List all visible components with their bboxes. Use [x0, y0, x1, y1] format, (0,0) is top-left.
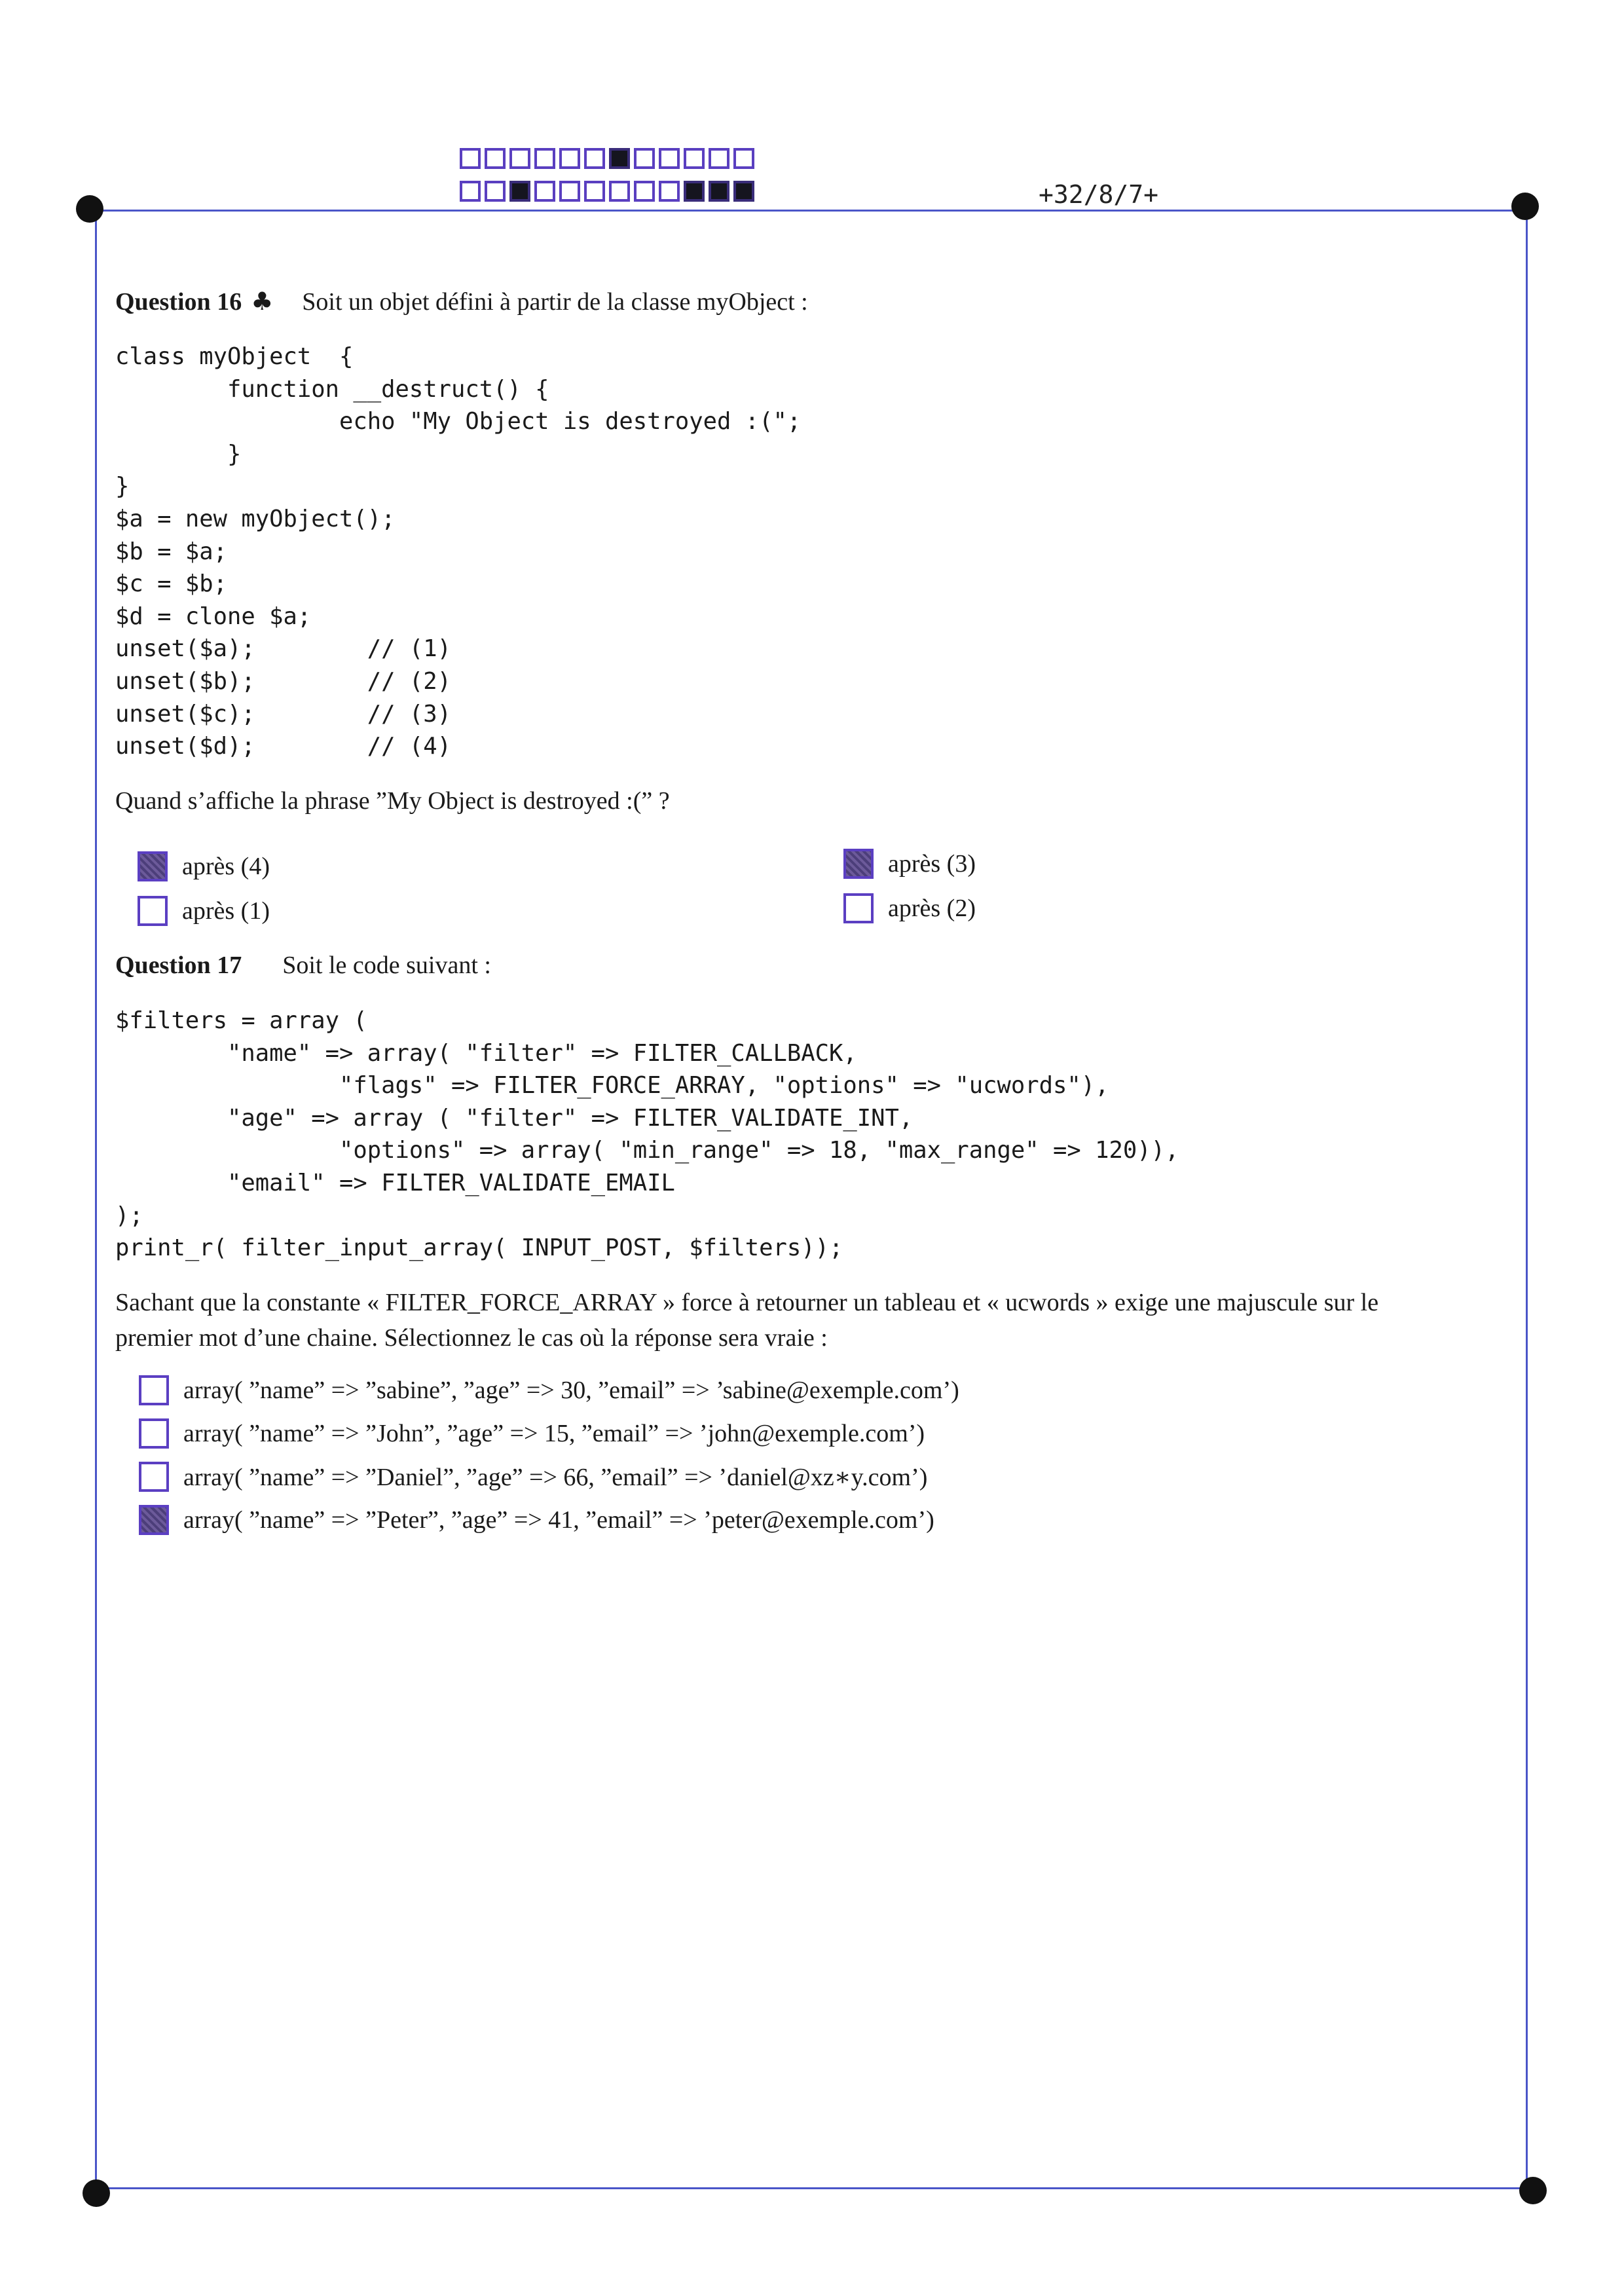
id-boxes-row-1: [460, 148, 754, 169]
frame-top: [92, 210, 1526, 212]
id-box-filled: [733, 181, 754, 202]
id-box-empty: [584, 148, 605, 169]
frame-right: [1526, 210, 1528, 2187]
question-17-title: [115, 951, 491, 980]
checkbox[interactable]: [139, 1462, 169, 1492]
question-17-prompt-line-1: Sachant que la constante « FILTER_FORCE_ARRAY » force à retourner un tableau et « ucwords » exige une majuscule sur le: [115, 1289, 1379, 1316]
answer-q17-d[interactable]: [139, 1505, 934, 1535]
checkbox[interactable]: [843, 893, 874, 923]
id-box-filled: [684, 181, 705, 202]
frame-bottom: [95, 2187, 1529, 2189]
question-16-prompt: Quand s’affiche la phrase ”My Object is destroyed :(” ?: [115, 787, 670, 815]
club-icon: ♣: [251, 287, 274, 316]
id-box-empty: [460, 181, 481, 202]
question-17-prompt-line-2: premier mot d’une chaine. Sélectionnez le cas où la réponse sera vraie :: [115, 1324, 828, 1352]
corner-mark-top-right: [1511, 193, 1539, 220]
id-box-empty: [659, 148, 680, 169]
code-block-q16: class myObject { function __destruct() { echo "My Object is destroyed :("; } } $a = new myObject(); $b = $a; $c = $b; $d = clone $a; unset($a); // (1) unset($b); // (2) unset($c); // (3) unset($d); // (4): [115, 343, 802, 760]
id-box-empty: [534, 181, 555, 202]
question-number: Question 16: [115, 288, 242, 316]
answer-q16-d[interactable]: [843, 893, 976, 923]
checkbox[interactable]: [139, 1505, 169, 1535]
id-box-empty: [485, 148, 506, 169]
checkbox[interactable]: [138, 896, 168, 926]
answer-label: après (1): [182, 897, 270, 925]
id-box-empty: [609, 181, 630, 202]
checkbox[interactable]: [138, 851, 168, 881]
answer-label: array( ”name” => ”Peter”, ”age” => 41, ”email” => ’peter@exemple.com’): [183, 1506, 934, 1534]
question-16-title: [115, 287, 808, 316]
answer-q16-c[interactable]: [843, 849, 976, 879]
id-box-empty: [534, 148, 555, 169]
id-box-filled: [509, 181, 530, 202]
id-boxes-row-2: [460, 181, 754, 202]
answer-q17-c[interactable]: [139, 1462, 927, 1492]
answer-q17-b[interactable]: [139, 1418, 925, 1449]
checkbox[interactable]: [139, 1418, 169, 1449]
id-box-filled: [709, 181, 729, 202]
id-box-empty: [634, 181, 655, 202]
question-number: Question 17: [115, 952, 242, 979]
answer-label: après (4): [182, 853, 270, 880]
id-box-empty: [733, 148, 754, 169]
id-box-empty: [509, 148, 530, 169]
corner-mark-bottom-left: [83, 2179, 110, 2207]
frame-left: [95, 210, 97, 2187]
answer-q16-b[interactable]: [138, 896, 270, 926]
checkbox[interactable]: [843, 849, 874, 879]
answer-label: array( ”name” => ”sabine”, ”age” => 30, ”email” => ’sabine@exemple.com’): [183, 1377, 959, 1404]
answer-label: array( ”name” => ”John”, ”age” => 15, ”email” => ’john@exemple.com’): [183, 1420, 925, 1447]
answer-label: après (3): [888, 850, 976, 878]
id-box-empty: [659, 181, 680, 202]
id-box-empty: [485, 181, 506, 202]
id-box-empty: [684, 148, 705, 169]
answer-label: après (2): [888, 895, 976, 922]
corner-mark-bottom-right: [1519, 2177, 1547, 2204]
corner-mark-top-left: [76, 195, 103, 223]
id-box-empty: [559, 148, 580, 169]
answer-label: array( ”name” => ”Daniel”, ”age” => 66, ”email” => ’daniel@xz∗y.com’): [183, 1463, 928, 1491]
id-box-empty: [559, 181, 580, 202]
id-box-empty: [634, 148, 655, 169]
id-box-empty: [584, 181, 605, 202]
answer-q17-a[interactable]: [139, 1375, 959, 1405]
question-intro: Soit un objet défini à partir de la classe myObject :: [302, 288, 808, 316]
id-box-empty: [709, 148, 729, 169]
page-code: +32/8/7+: [1039, 180, 1159, 209]
question-intro: Soit le code suivant :: [282, 952, 491, 979]
checkbox[interactable]: [139, 1375, 169, 1405]
id-box-empty: [460, 148, 481, 169]
answer-q16-a[interactable]: [138, 851, 270, 881]
id-box-filled: [609, 148, 630, 169]
code-block-q17: $filters = array ( "name" => array( "filter" => FILTER_CALLBACK, "flags" => FILTER_FORCE_ARRAY, "options" => "ucwords"), "age" => array ( "filter" => FILTER_VALIDATE_INT, "options" => array( "min_range" => 18, "max_range" => 120)), "email" => FILTER_VALIDATE_EMAIL ); print_r( filter_input_array( INPUT_POST, $filters));: [115, 1007, 1179, 1262]
